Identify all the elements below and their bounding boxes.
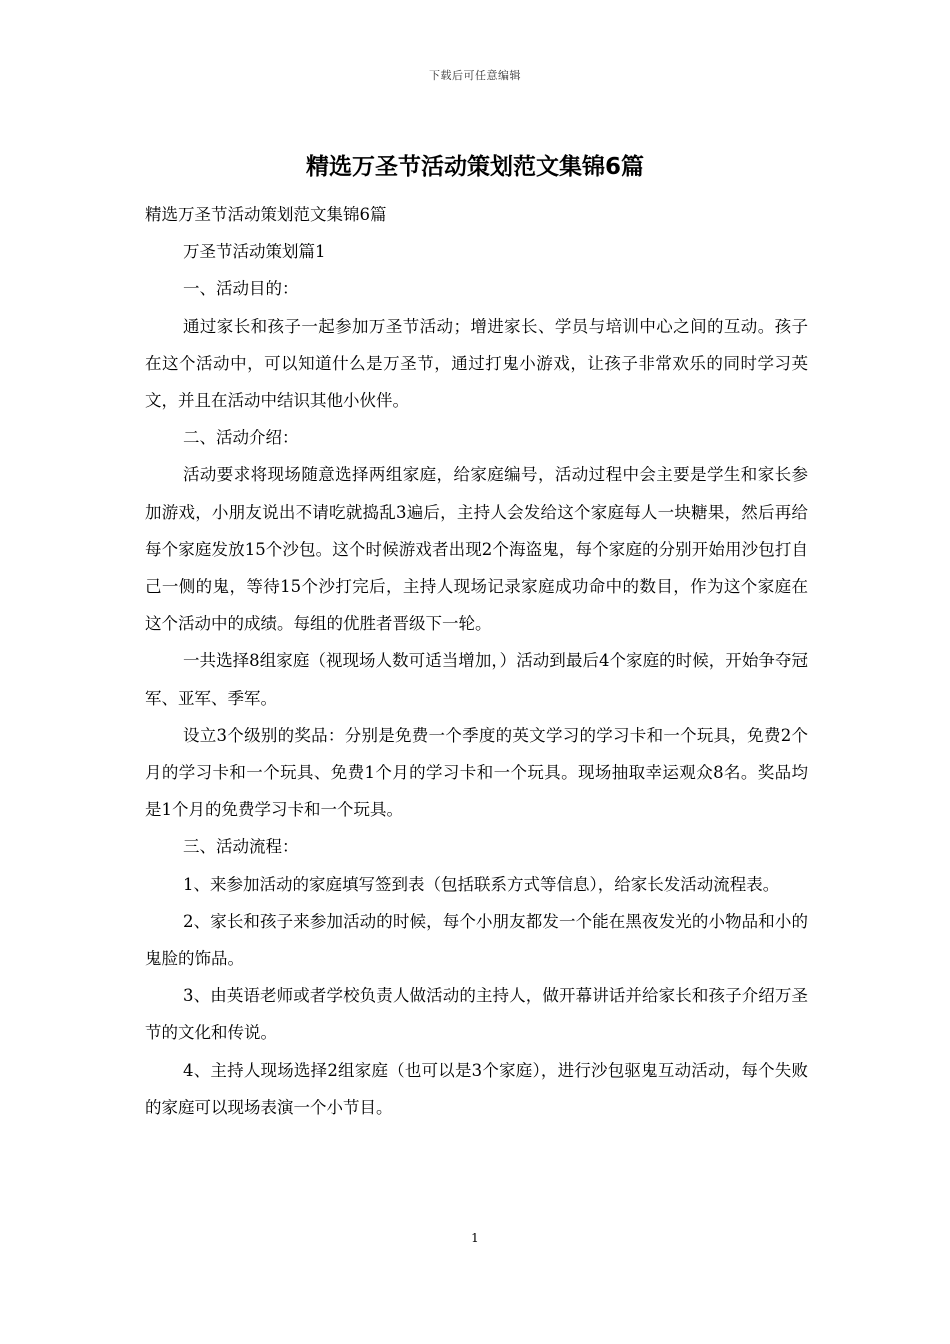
paragraph: 万圣节活动策划篇1 [183,242,326,262]
list-item: 2、家长和孩子来参加活动的时候，每个小朋友都发一个能在黑夜发光的小物品和小的鬼脸的饰品。 [145,911,808,969]
section-heading: 二、活动介绍： [183,428,299,448]
section-heading: 三、活动流程： [183,837,299,857]
document-title: 精选万圣节活动策划范文集锦6篇 [305,154,644,180]
paragraph: 活动要求将现场随意选择两组家庭，给家庭编号，活动过程中会主要是学生和家长参加游戏，小朋友说出不请吃就捣乱3遍后，主持人会发给这个家庭每人一块糖果，然后再给每个家庭发放15个沙包。这个时候游戏者出现2个海盗鬼，每个家庭的分别开始用沙包打自己一侧的鬼，等待15个沙打完后，主持人现场记录家庭成功命中的数目，作为这个家庭在这个活动中的成绩。每组的优胜者晋级下一轮。 [145,465,808,634]
list-item: 1、来参加活动的家庭填写签到表（包括联系方式等信息），给家长发活动流程表。 [183,874,780,894]
document-body [145,196,808,1126]
paragraph: 通过家长和孩子一起参加万圣节活动；增进家长、学员与培训中心之间的互动。孩子在这个活动中，可以知道什么是万圣节，通过打鬼小游戏，让孩子非常欢乐的同时学习英文，并且在活动中结识其他小伙伴。 [145,316,808,411]
page-number: 1 [471,1231,479,1245]
header-note: 下载后可任意编辑 [429,69,521,82]
paragraph: 设立3个级别的奖品：分别是免费一个季度的英文学习的学习卡和一个玩具，免费2个月的学习卡和一个玩具、免费1个月的学习卡和一个玩具。现场抽取幸运观众8名。奖品均是1个月的免费学习卡和一个玩具。 [145,725,808,820]
list-item: 3、由英语老师或者学校负责人做活动的主持人，做开幕讲话并给家长和孩子介绍万圣节的文化和传说。 [145,986,808,1043]
paragraph: 精选万圣节活动策划范文集锦6篇 [145,205,387,224]
section-heading: 一、活动目的： [183,279,299,299]
list-item: 4、主持人现场选择2组家庭（也可以是3个家庭），进行沙包驱鬼互动活动，每个失败的家庭可以现场表演一个小节目。 [145,1060,808,1117]
paragraph: 一共选择8组家庭（视现场人数可适当增加，）活动到最后4个家庭的时候，开始争夺冠军、亚军、季军。 [145,651,808,708]
